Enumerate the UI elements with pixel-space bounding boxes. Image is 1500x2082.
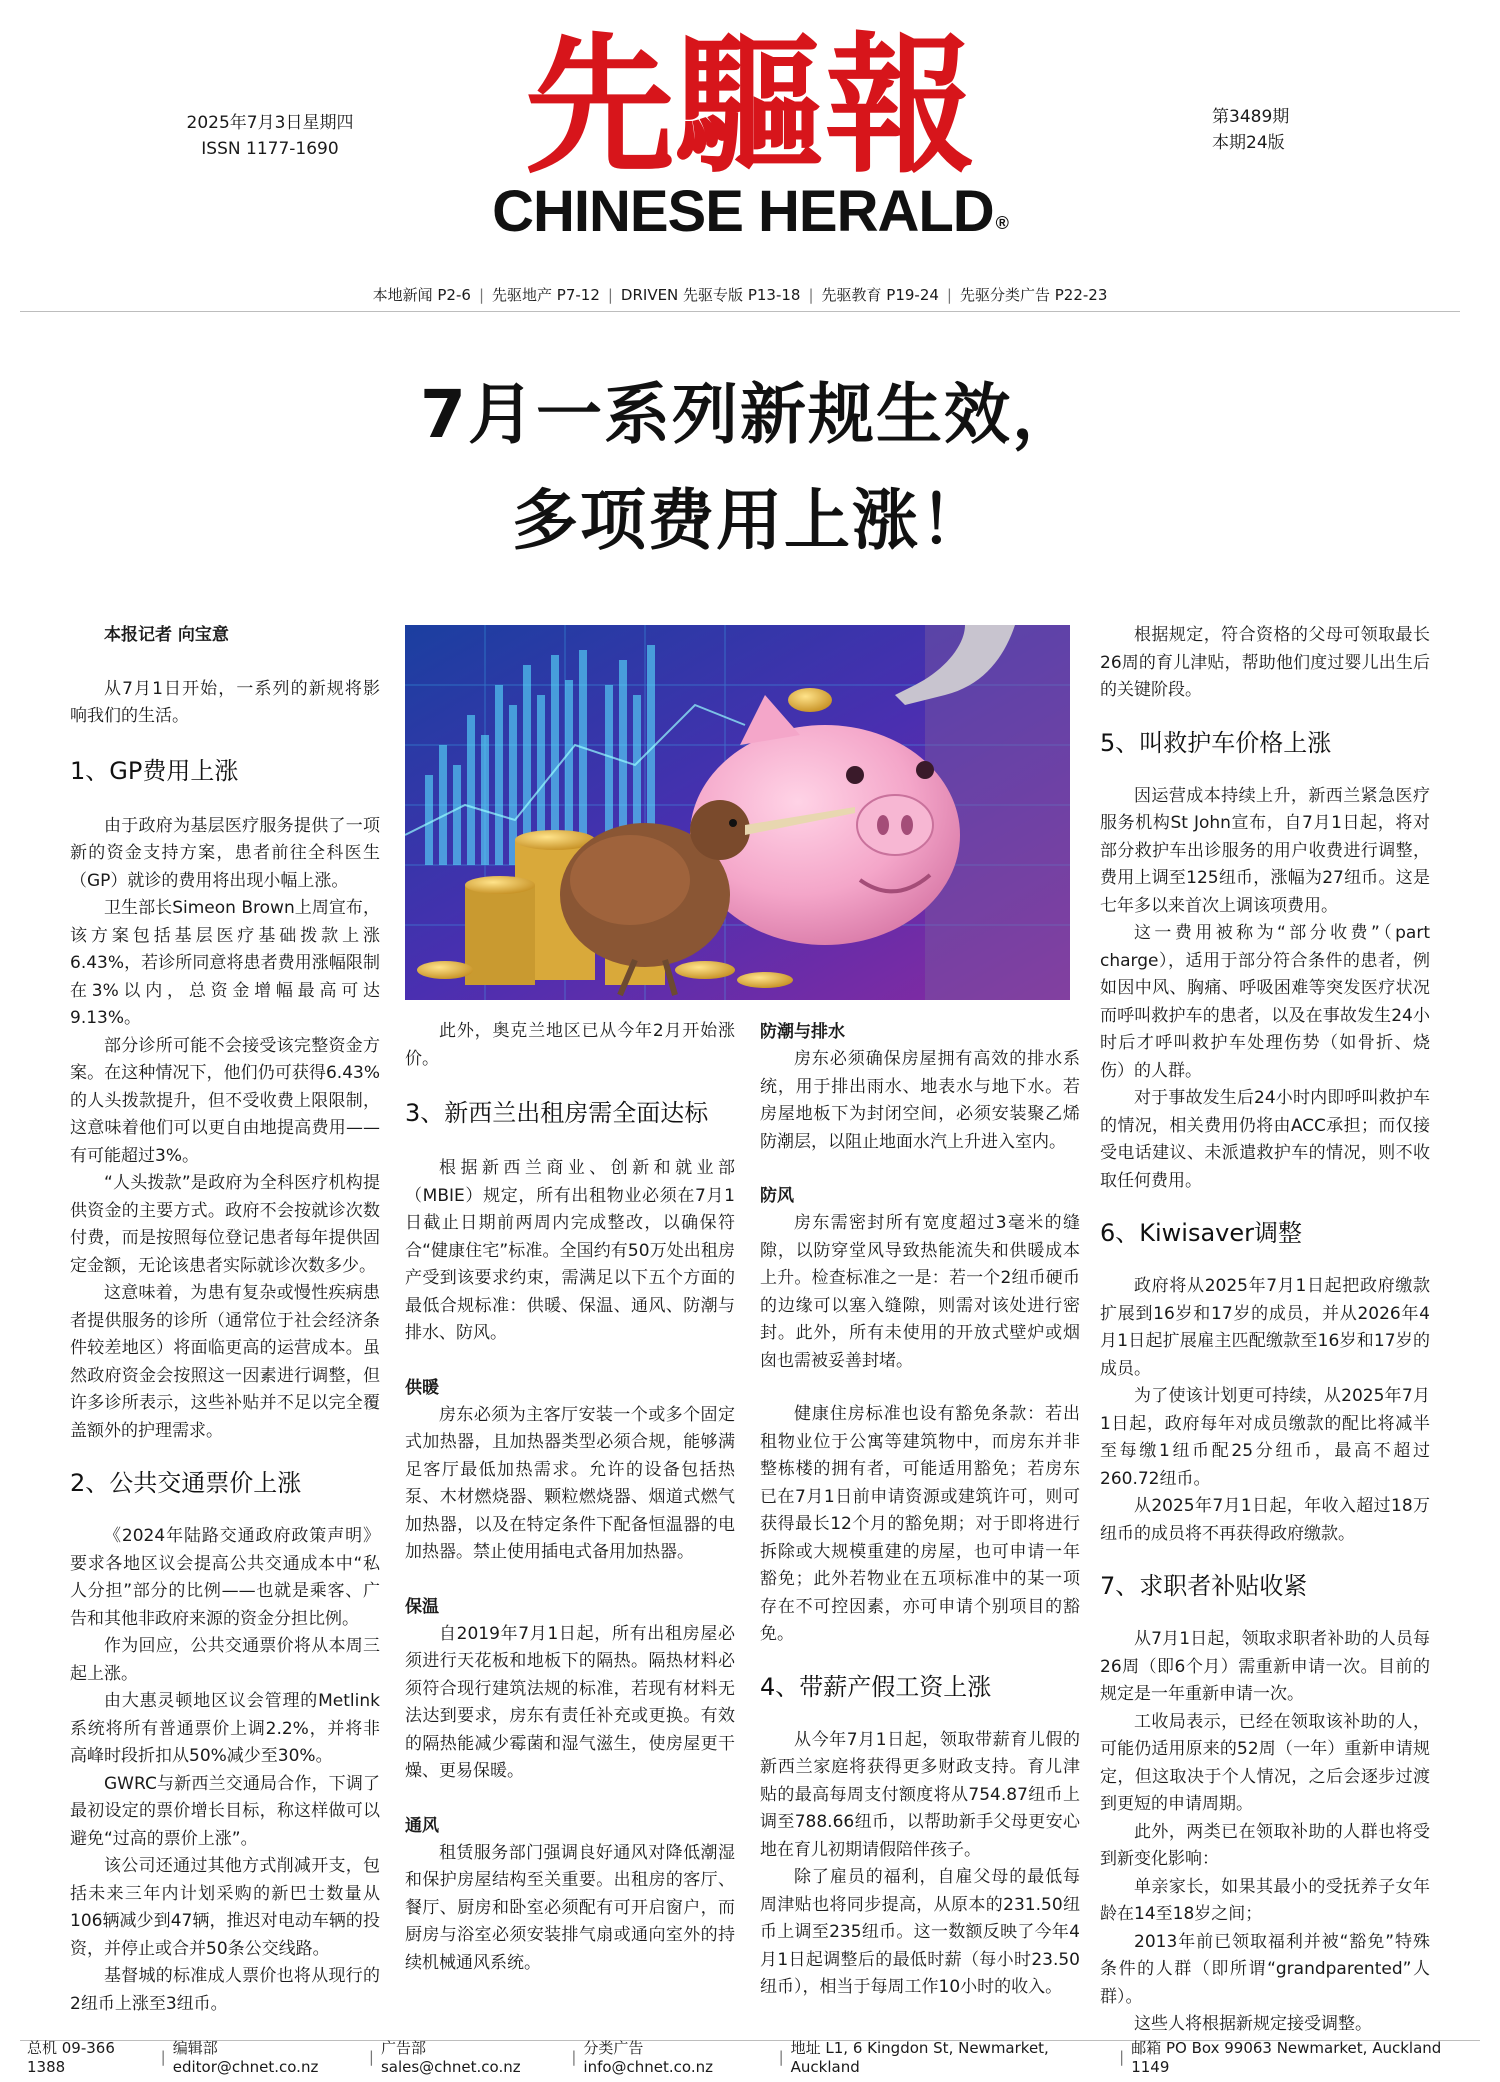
toc-item[interactable]: 本地新闻 P2-6: [372, 286, 471, 304]
section-title-jobseeker: 7、求职者补贴收紧: [1100, 1572, 1308, 1600]
footer-separator: |: [368, 2047, 374, 2066]
footer-separator: |: [571, 2047, 577, 2066]
paragraph: 由大惠灵顿地区议会管理的Metlink系统将所有普通票价上调2.2%，并将非高峰时段折扣从50%减少至30%。: [70, 1691, 380, 1766]
piggy-snout: [857, 795, 933, 855]
paragraph: 为了使该计划更可持续，从2025年7月1日起，政府每年对成员缴款的配比将减半至每缴1纽币配25分纽币，最高不超过260.72纽币。: [1100, 1386, 1430, 1489]
paragraph: 此外，奥克兰地区已从今年2月开始涨价。: [405, 1021, 735, 1069]
footer-address: 地址 L1, 6 Kingdon St, Newmarket, Auckland: [790, 2039, 1049, 2076]
byline: 本报记者 向宝意: [104, 625, 229, 645]
footer-separator: |: [160, 2047, 166, 2066]
paragraph: “人头拨款”是政府为全科医疗机构提供资金的主要方式。政府不会按就诊次数付费，而是按照每位登记患者每年提供固定金额，无论该患者实际就诊次数多少。: [70, 1173, 380, 1276]
toc-item[interactable]: 先驱教育 P19-24: [821, 286, 939, 304]
paragraph: 房东必须为主客厅安装一个或多个固定式加热器，且加热器类型必须合规，能够满足客厅最低加热需求。允许的设备包括热泵、木材燃烧器、颗粒燃烧器、烟道式燃气加热器，以及在特定条件下配备恒温器的电加热器。禁止使用插电式备用加热器。: [405, 1404, 735, 1562]
table-of-contents: [20, 278, 1460, 312]
issue-date: 2025年7月3日星期四: [186, 113, 354, 133]
issn: ISSN 1177-1690: [201, 139, 339, 159]
footer-editor-email[interactable]: 编辑部 editor@chnet.co.nz: [172, 2039, 319, 2076]
section-title-gp: 1、GP费用上涨: [70, 756, 239, 785]
article-column-3: [760, 1018, 1080, 2002]
footer-info-email[interactable]: 分类广告 info@chnet.co.nz: [583, 2039, 713, 2076]
falling-coin: [788, 688, 832, 712]
paragraph: 由于政府为基层医疗服务提供了一项新的资金支持方案，患者前往全科医生（GP）就诊的费用将出现小幅上涨。: [70, 815, 380, 891]
paragraph: 工收局表示，已经在领取该补助的人，可能仍适用原来的52周（一年）重新申请规定，但这取决于个人情况，之后会逐步过渡到更短的申请周期。: [1100, 1711, 1430, 1814]
subheading-moisture: 防潮与排水: [760, 1022, 845, 1042]
masthead: [0, 0, 1500, 304]
subheading-draught: 防风: [760, 1186, 794, 1206]
toc-separator: |: [946, 285, 952, 304]
article-column-1: [70, 622, 380, 2018]
headline-line-1: 7月一系列新规生效，: [420, 376, 1080, 453]
paragraph: 租赁服务部门强调良好通风对降低潮湿和保护房屋结构至关重要。出租房的客厅、餐厅、厨房和卧室必须配有可开启窗户，而厨房与浴室必须安装排气扇或通向室外的持续机械通风系统。: [405, 1842, 735, 1973]
footer-phone: 总机 09-366 1388: [27, 2039, 115, 2076]
footer-separator: |: [778, 2047, 784, 2066]
section-title-kiwisaver: 6、Kiwisaver调整: [1100, 1219, 1303, 1247]
headline: [0, 362, 1500, 574]
issue-number: 第3489期: [1212, 107, 1290, 127]
paragraph: 作为回应，公共交通票价将从本周三起上涨。: [70, 1636, 380, 1684]
headline-line-2: 多项费用上涨！: [512, 482, 988, 559]
paragraph: 根据规定，符合资格的父母可领取最长26周的育儿津贴，帮助他们度过婴儿出生后的关键阶段。: [1100, 625, 1430, 700]
paragraph: 《2024年陆路交通政府政策声明》要求各地区议会提高公共交通成本中“私人分担”部分的比例——也就是乘客、广告和其他非政府来源的资金分担比例。: [70, 1526, 380, 1629]
piggy-eye: [846, 766, 864, 784]
section-title-parental-leave: 4、带薪产假工资上涨: [760, 1672, 992, 1701]
article-photo: [405, 625, 1070, 1000]
registered-mark: ®: [995, 213, 1008, 233]
footer-po-box: 邮箱 PO Box 99063 Newmarket, Auckland 1149: [1131, 2039, 1442, 2076]
paragraph: 卫生部长Simeon Brown上周宣布，该方案包括基层医疗基础拨款上涨6.43%，若诊所同意将患者费用涨幅限制在3%以内，总资金增幅最高可达9.13%。: [70, 898, 380, 1028]
paragraph: 房东需密封所有宽度超过3毫米的缝隙，以防穿堂风导致热能流失和供暖成本上升。检查标准之一是：若一个2纽币硬币的边缘可以塞入缝隙，则需对该处进行密封。此外，所有未使用的开放式壁炉或烟囱也需被妥善封堵。: [760, 1213, 1080, 1371]
page-count: 本期24版: [1212, 133, 1285, 153]
paragraph: 这一费用被称为“部分收费”（part charge），适用于部分符合条件的患者，例如因中风、胸痛、呼吸困难等突发医疗状况而呼叫救护车的患者，以及在事故发生24小时后才呼叫救护车处理伤势（如骨折、烧伤）的人群。: [1100, 923, 1430, 1081]
paragraph: 基督城的标准成人票价也将从现行的2纽币上涨至3纽币。: [70, 1966, 380, 2014]
paragraph: 房东必须确保房屋拥有高效的排水系统，用于排出雨水、地表水与地下水。若房屋地板下为封闭空间，必须安装聚乙烯防潮层，以阻止地面水汽上升进入室内。: [760, 1049, 1080, 1152]
footer-separator: |: [1119, 2047, 1125, 2066]
paragraph: 根据新西兰商业、创新和就业部（MBIE）规定，所有出租物业必须在7月1日截止日期前两周内完成整改，以确保符合“健康住宅”标准。全国约有50万处出租房产受到该要求约束，需满足以下五个方面的最低合规标准：供暖、保温、通风、防潮与排水、防风。: [405, 1158, 735, 1343]
subheading-heating: 供暖: [405, 1377, 439, 1398]
logo-chinese-text: 先驅報: [524, 18, 976, 185]
paragraph: 自2019年7月1日起，所有出租房屋必须进行天花板和地板下的隔热。隔热材料必须符合现行建筑法规的标准，若现有材料无法达到要求，房东有责任补充或更换。有效的隔热能减少霉菌和湿气滋生，使房屋更干燥、更易保暖。: [405, 1623, 735, 1781]
paragraph: 这些人将根据新规定接受调整。: [1134, 2014, 1372, 2034]
date-block: [160, 110, 380, 162]
section-title-ambulance: 5、叫救护车价格上涨: [1100, 728, 1332, 757]
issue-block: [1212, 104, 1412, 156]
article-column-2: [405, 1018, 735, 1977]
paragraph: 从7月1日起，领取求职者补助的人员每26周（即6个月）需重新申请一次。目前的规定是一年重新申请一次。: [1100, 1629, 1430, 1704]
toc-separator: |: [607, 285, 613, 304]
paragraph: 部分诊所可能不会接受该完整资金方案。在这种情况下，他们仍可获得6.43%的人头拨款提升，但不受收费上限限制，这意味着他们可以更自由地提高费用——有可能超过3%。: [70, 1035, 380, 1166]
footer-sales-email[interactable]: 广告部 sales@chnet.co.nz: [380, 2039, 521, 2076]
section-title-transport: 2、公共交通票价上涨: [70, 1469, 302, 1497]
paragraph: 健康住房标准也设有豁免条款：若出租物业位于公寓等建筑物中，而房东并非整栋楼的拥有者，可能适用豁免；若房东已在7月1日前申请资源或建筑许可，则可获得最长12个月的豁免期；对于即将进行拆除或大规模重建的房屋，也可申请一年豁免；此外若物业在五项标准中的某一项存在不可控因素，亦可申请个别项目的豁免。: [760, 1404, 1080, 1644]
subheading-insulation: 保温: [405, 1596, 439, 1617]
paragraph: 2013年前已领取福利并被“豁免”特殊条件的人群（即所谓“grandparented”人群）。: [1100, 1931, 1430, 2007]
section-title-rental: 3、新西兰出租房需全面达标: [405, 1099, 709, 1127]
logo-english-text: CHINESE HERALD: [492, 179, 994, 244]
paragraph: 因运营成本持续上升，新西兰紧急医疗服务机构St John宣布，自7月1日起，将对部分救护车出诊服务的用户收费进行调整，费用上调至125纽币，涨幅为27纽币。这是七年多以来首次上调该项费用。: [1100, 785, 1430, 916]
paragraph: 此外，两类已在领取补助的人群也将受到新变化影响：: [1100, 1821, 1430, 1869]
toc-item[interactable]: 先驱地产 P7-12: [492, 286, 600, 304]
toc-item[interactable]: 先驱分类广告 P22-23: [959, 286, 1108, 304]
paragraph: GWRC与新西兰交通局合作，下调了最初设定的票价增长目标，称这样做可以避免“过高的票价上涨”。: [70, 1773, 380, 1849]
toc-separator: |: [478, 285, 484, 304]
logo-english: [440, 180, 1060, 255]
paragraph: 单亲家长，如果其最小的受抚养子女年龄在14至18岁之间；: [1100, 1876, 1430, 1924]
logo-chinese: [440, 10, 1060, 185]
subheading-ventilation: 通风: [405, 1815, 439, 1836]
paragraph: 从今年7月1日起，领取带薪育儿假的新西兰家庭将获得更多财政支持。育儿津贴的最高每周支付额度将从754.87纽币上调至788.66纽币，以帮助新手父母更安心地在育儿初期请假陪伴孩子。: [760, 1729, 1080, 1860]
toc-item[interactable]: DRIVEN 先驱专版 P13-18: [620, 286, 801, 304]
paragraph: 这意味着，为患有复杂或慢性疾病患者提供服务的诊所（通常位于社会经济条件较差地区）将面临更高的运营成本。虽然政府资金会按照这一因素进行调整，但许多诊所表示，这些补贴并不足以完全覆盖额外的护理需求。: [70, 1283, 380, 1441]
toc-separator: |: [808, 285, 814, 304]
paragraph: 从2025年7月1日起，年收入超过18万纽币的成员将不再获得政府缴款。: [1100, 1496, 1430, 1544]
footer-contact-bar: [20, 2039, 1480, 2076]
paragraph: 对于事故发生后24小时内即呼叫救护车的情况，相关费用仍将由ACC承担；而仅接受电话建议、未派遣救护车的情况，则不收取任何费用。: [1100, 1088, 1430, 1191]
piggy-bank-kiwi-illustration: [405, 625, 1070, 1000]
intro-paragraph: 从7月1日开始，一系列的新规将影响我们的生活。: [70, 678, 380, 726]
paragraph: 政府将从2025年7月1日起把政府缴款扩展到16岁和17岁的成员，并从2026年4月1日起扩展雇主匹配缴款至16岁和17岁的成员。: [1100, 1276, 1430, 1379]
paragraph: 除了雇员的福利，自雇父母的最低每周津贴也将同步提高，从原本的231.50纽币上调至235纽币。这一数额反映了今年4月1日起调整后的最低时薪（每小时23.50纽币），相当于每周工作10小时的收入。: [760, 1867, 1080, 1997]
paragraph: 该公司还通过其他方式削减开支，包括未来三年内计划采购的新巴士数量从106辆减少到47辆，推迟对电动车辆的投资，并停止或合并50条公交线路。: [70, 1856, 380, 1959]
article-column-4: [1100, 622, 1430, 2039]
